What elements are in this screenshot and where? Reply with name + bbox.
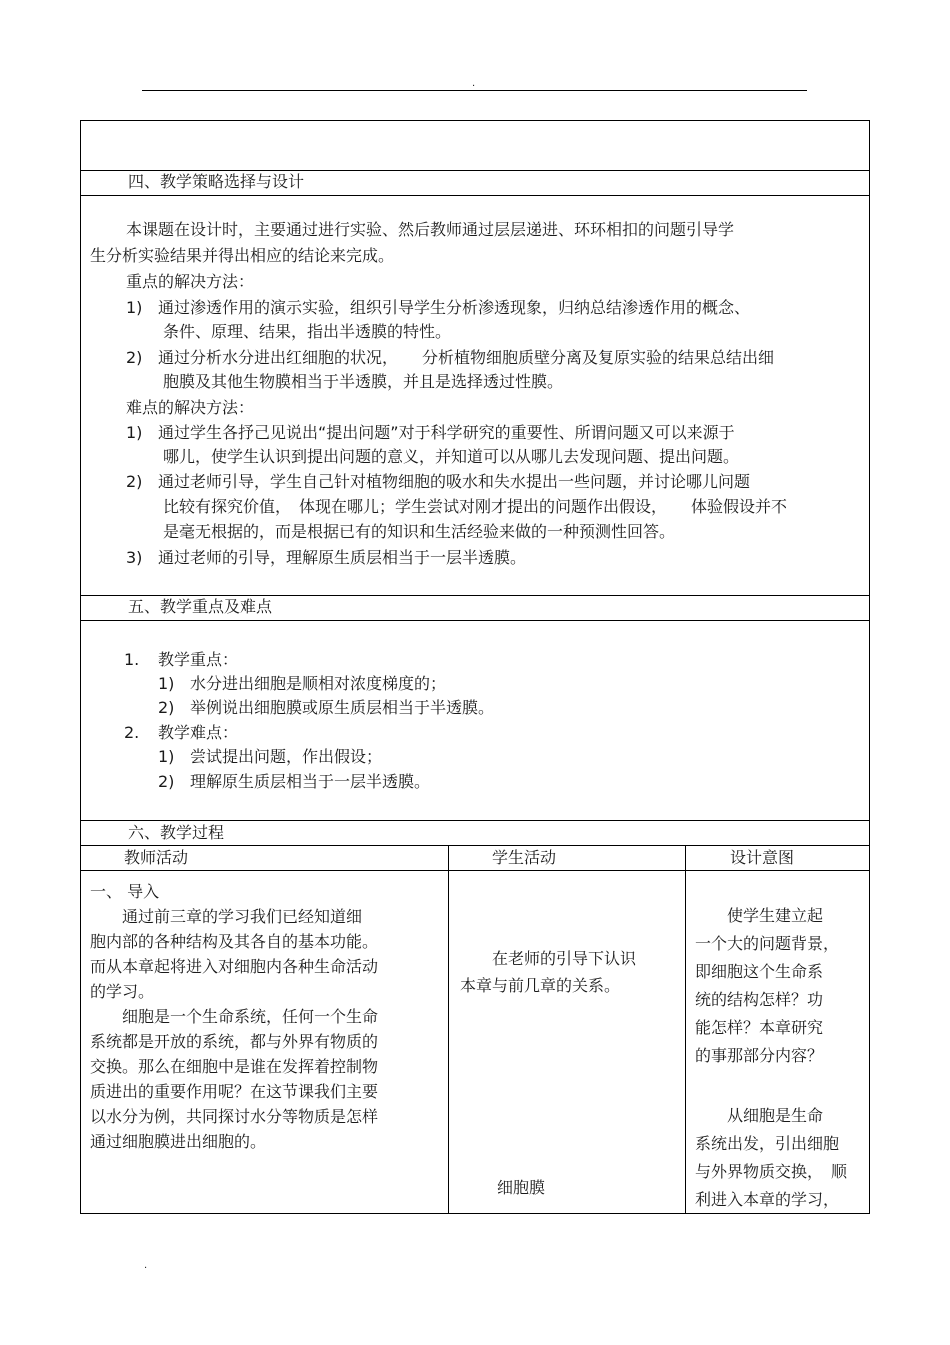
focus-group-title: 教学重点： xyxy=(158,650,239,669)
focus-item-number: 2) xyxy=(158,772,175,791)
divider xyxy=(80,845,870,846)
key-item-text: 通过渗透作用的演示实验，组织引导学生分析渗透现象，归纳总结渗透作用的概念、 xyxy=(158,298,751,317)
design-intent-line: 统的结构怎样？功 xyxy=(695,990,824,1009)
focus-item-number: 2) xyxy=(158,698,175,717)
table-top-border xyxy=(80,120,870,121)
key-item-number: 1) xyxy=(126,298,143,317)
section4-heading: 四、教学策略选择与设计 xyxy=(128,172,305,191)
focus-group-number: 1. xyxy=(124,650,140,669)
divider xyxy=(80,620,870,621)
table-right-border xyxy=(869,120,870,1214)
design-intent-line: 系统出发，引出细胞 xyxy=(695,1134,840,1153)
focus-group-number: 2. xyxy=(124,723,140,742)
design-intent-line: 从细胞是生命 xyxy=(695,1106,824,1125)
design-intent-line: 的事那部分内容？ xyxy=(695,1046,824,1065)
divider xyxy=(80,170,870,171)
focus-item-text: 理解原生质层相当于一层半透膜。 xyxy=(190,772,431,791)
design-intent-line: 一个大的问题背景， xyxy=(695,934,840,953)
design-intent-line: 使学生建立起 xyxy=(695,906,824,925)
student-activity-line: 在老师的引导下认识 xyxy=(460,949,637,968)
teacher-activity-line: 而从本章起将进入对细胞内各种生命活动 xyxy=(90,957,379,976)
divider xyxy=(80,870,870,871)
key-item-text: 条件、原理、结果，指出半透膜的特性。 xyxy=(163,322,452,341)
teacher-activity-line: 细胞是一个生命系统，任何一个生命 xyxy=(90,1007,379,1026)
column-divider xyxy=(448,845,449,1214)
focus-item-text: 尝试提出问题，作出假设； xyxy=(190,747,383,766)
column-header-teacher: 教师活动 xyxy=(124,848,189,867)
table-left-border xyxy=(80,120,81,1214)
section5-heading: 五、教学重点及难点 xyxy=(128,597,273,616)
focus-item-number: 1) xyxy=(158,747,175,766)
difficult-methods-heading: 难点的解决方法： xyxy=(126,398,255,417)
section4-intro-line: 本课题在设计时，主要通过进行实验、然后教师通过层层递进、环环相扣的问题引导学 xyxy=(126,220,735,239)
teacher-activity-line: 的学习。 xyxy=(90,982,155,1001)
diff-item-number: 3) xyxy=(126,548,143,567)
focus-item-number: 1) xyxy=(158,674,175,693)
teacher-activity-title: 一、 导入 xyxy=(90,882,160,901)
teacher-activity-line: 胞内部的各种结构及其各自的基本功能。 xyxy=(90,932,379,951)
design-intent-line: 与外界物质交换， 顺 xyxy=(695,1162,848,1181)
diff-item-text: 通过学生各抒己见说出“提出问题”对于科学研究的重要性、所谓问题又可以来源于 xyxy=(158,423,735,442)
focus-item-text: 举例说出细胞膜或原生质层相当于半透膜。 xyxy=(190,698,495,717)
teacher-activity-line: 质进出的重要作用呢？在这节课我们主要 xyxy=(90,1082,379,1101)
teacher-activity-line: 通过细胞膜进出细胞的。 xyxy=(90,1132,267,1151)
diff-item-number: 1) xyxy=(126,423,143,442)
diff-item-text: 通过老师引导，学生自己针对植物细胞的吸水和失水提出一些问题，并讨论哪儿问题 xyxy=(158,472,751,491)
column-header-intent: 设计意图 xyxy=(730,848,795,867)
diff-item-text: 比较有探究价值， 体现在哪儿；学生尝试对刚才提出的问题作出假设， 体验假设并不 xyxy=(163,497,788,516)
teacher-activity-line: 系统都是开放的系统，都与外界有物质的 xyxy=(90,1032,379,1051)
key-methods-heading: 重点的解决方法： xyxy=(126,272,255,291)
header-dot: . xyxy=(472,78,476,89)
footer-dot: . xyxy=(144,1260,148,1271)
section4-intro-line: 生分析实验结果并得出相应的结论来完成。 xyxy=(90,246,395,265)
design-intent-line: 能怎样？本章研究 xyxy=(695,1018,824,1037)
design-intent-line: 即细胞这个生命系 xyxy=(695,962,824,981)
table-bottom-border xyxy=(80,1213,870,1214)
divider xyxy=(80,820,870,821)
diff-item-number: 2) xyxy=(126,472,143,491)
focus-item-text: 水分进出细胞是顺相对浓度梯度的； xyxy=(190,674,447,693)
diff-item-text: 通过老师的引导，理解原生质层相当于一层半透膜。 xyxy=(158,548,527,567)
teacher-activity-line: 通过前三章的学习我们已经知道细 xyxy=(90,907,363,926)
student-activity-note: 细胞膜 xyxy=(497,1178,546,1197)
diff-item-text: 哪儿，使学生认识到提出问题的意义，并知道可以从哪儿去发现问题、提出问题。 xyxy=(163,447,740,466)
section6-heading: 六、教学过程 xyxy=(128,823,225,842)
divider xyxy=(80,195,870,196)
teacher-activity-line: 以水分为例，共同探讨水分等物质是怎样 xyxy=(90,1107,379,1126)
column-header-student: 学生活动 xyxy=(492,848,557,867)
design-intent-line: 利进入本章的学习， xyxy=(695,1190,840,1209)
divider xyxy=(80,595,870,596)
diff-item-text: 是毫无根据的，而是根据已有的知识和生活经验来做的一种预测性回答。 xyxy=(163,522,676,541)
key-item-number: 2) xyxy=(126,348,143,367)
teacher-activity-line: 交换。那么在细胞中是谁在发挥着控制物 xyxy=(90,1057,379,1076)
column-divider xyxy=(685,845,686,1214)
student-activity-line: 本章与前几章的关系。 xyxy=(460,976,621,995)
header-rule xyxy=(142,90,807,91)
key-item-text: 通过分析水分进出红细胞的状况， 分析植物细胞质壁分离及复原实验的结果总结出细 xyxy=(158,348,775,367)
focus-group-title: 教学难点： xyxy=(158,723,239,742)
key-item-text: 胞膜及其他生物膜相当于半透膜，并且是选择透过性膜。 xyxy=(163,372,564,391)
